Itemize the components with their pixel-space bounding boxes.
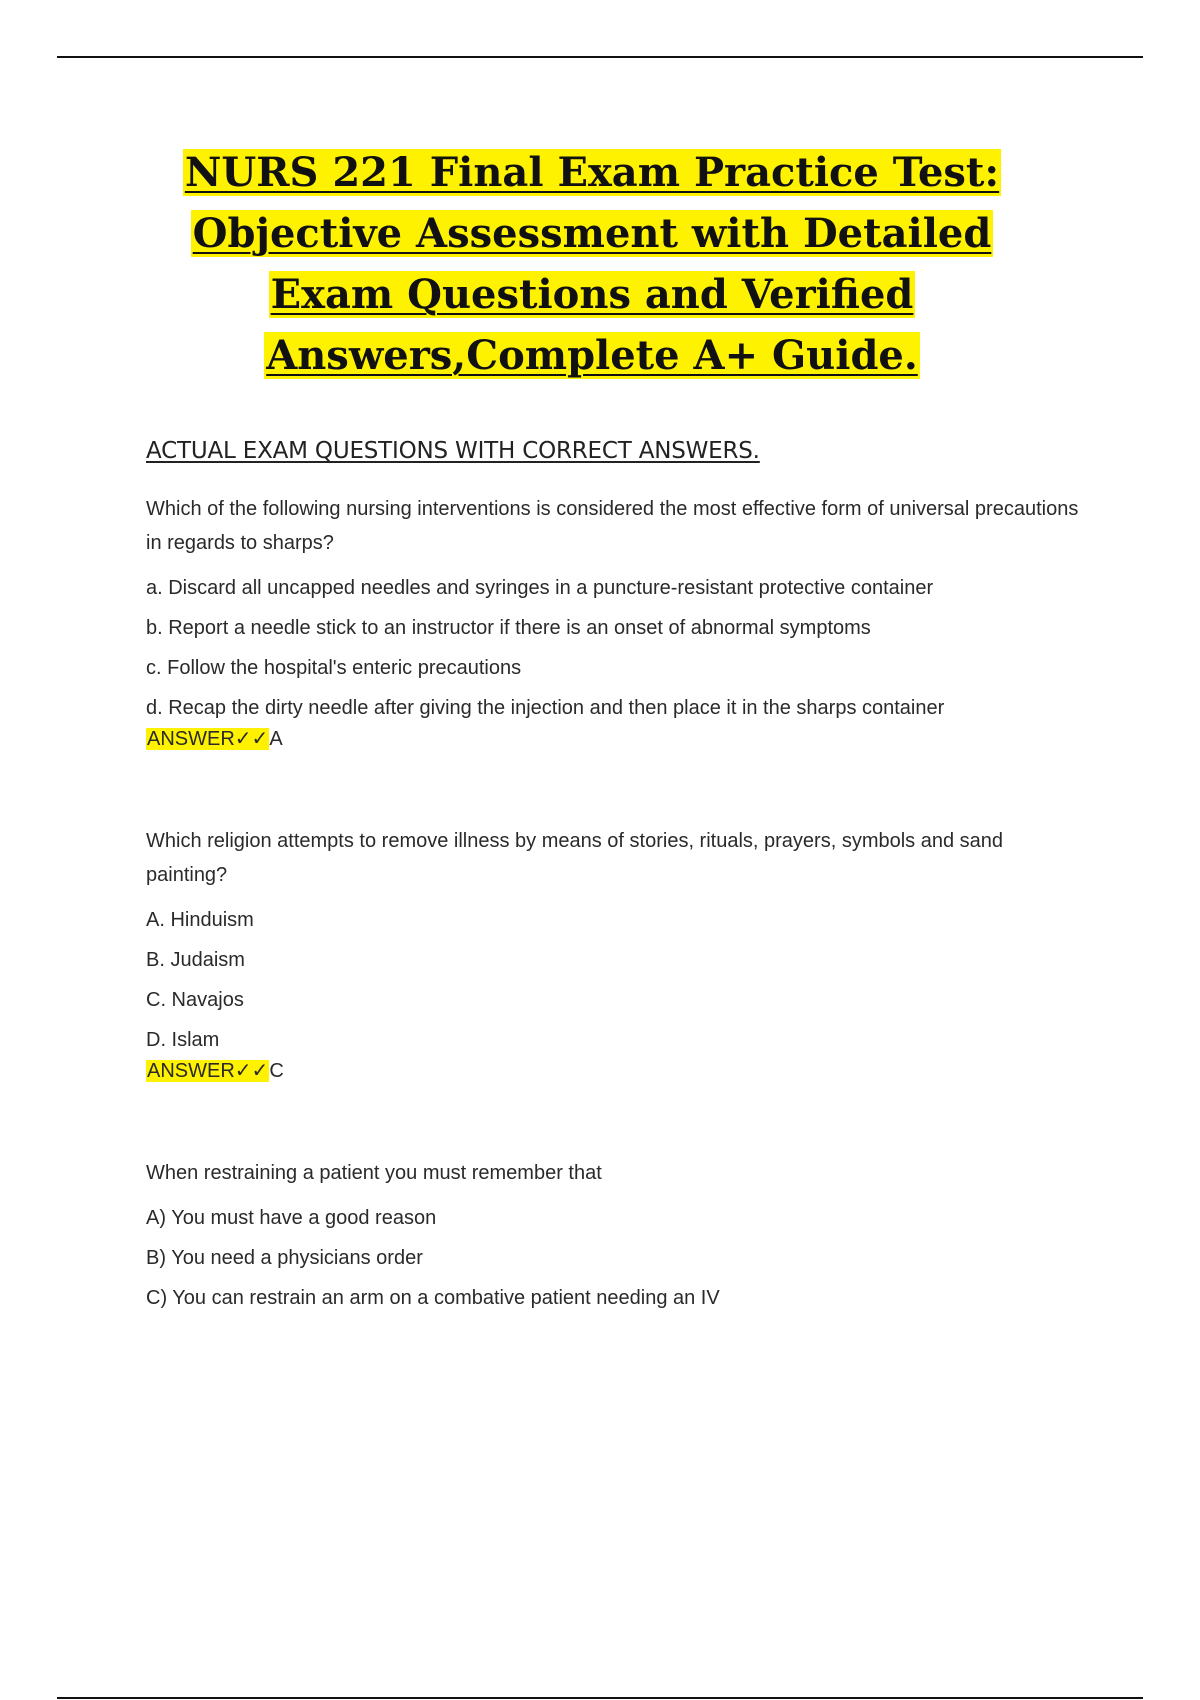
title-line: NURS 221 Final Exam Practice Test: — [184, 149, 1000, 196]
answer-line — [146, 722, 1086, 756]
title-line: Exam Questions and Verified — [270, 271, 914, 318]
question-block — [146, 824, 1086, 1088]
question-text: Which of the following nursing interventions is considered the most effective form of universal precautions in regards to sharps? — [146, 498, 1079, 554]
top-rule — [57, 56, 1143, 58]
answer-option: c. Follow the hospital's enteric precautions — [146, 657, 522, 679]
document-title — [140, 142, 1044, 386]
answer-option: d. Recap the dirty needle after giving the injection and then place it in the sharps container — [146, 697, 945, 719]
answer-option: A) You must have a good reason — [146, 1207, 437, 1229]
bottom-rule — [57, 1697, 1143, 1699]
title-line: Answers,Complete A+ Guide. — [266, 332, 918, 379]
answer-value: C — [269, 1060, 284, 1082]
questions-list — [146, 492, 1086, 1310]
question-text: When restraining a patient you must remember that — [146, 1162, 602, 1184]
answer-option: a. Discard all uncapped needles and syringes in a puncture-resistant protective container — [146, 577, 934, 599]
question-block — [146, 492, 1086, 756]
answer-option: b. Report a needle stick to an instructor if there is an onset of abnormal symptoms — [146, 617, 871, 639]
answer-option: B. Judaism — [146, 949, 245, 971]
answer-option: C) You can restrain an arm on a combative patient needing an IV — [146, 1287, 720, 1309]
answer-option: A. Hinduism — [146, 909, 254, 931]
answer-option: D. Islam — [146, 1029, 220, 1051]
answer-option: C. Navajos — [146, 989, 244, 1011]
answer-value: A — [269, 728, 283, 750]
section-heading: ACTUAL EXAM QUESTIONS WITH CORRECT ANSWERS. — [146, 438, 760, 464]
answer-option: B) You need a physicians order — [146, 1247, 423, 1269]
answer-label: ANSWER✓✓ — [147, 728, 269, 750]
title-line: Objective Assessment with Detailed — [192, 210, 992, 257]
answer-line — [146, 1054, 1086, 1088]
question-text: Which religion attempts to remove illness by means of stories, rituals, prayers, symbols and sand painting? — [146, 830, 1004, 886]
question-block — [146, 1156, 1086, 1310]
answer-label: ANSWER✓✓ — [147, 1060, 269, 1082]
